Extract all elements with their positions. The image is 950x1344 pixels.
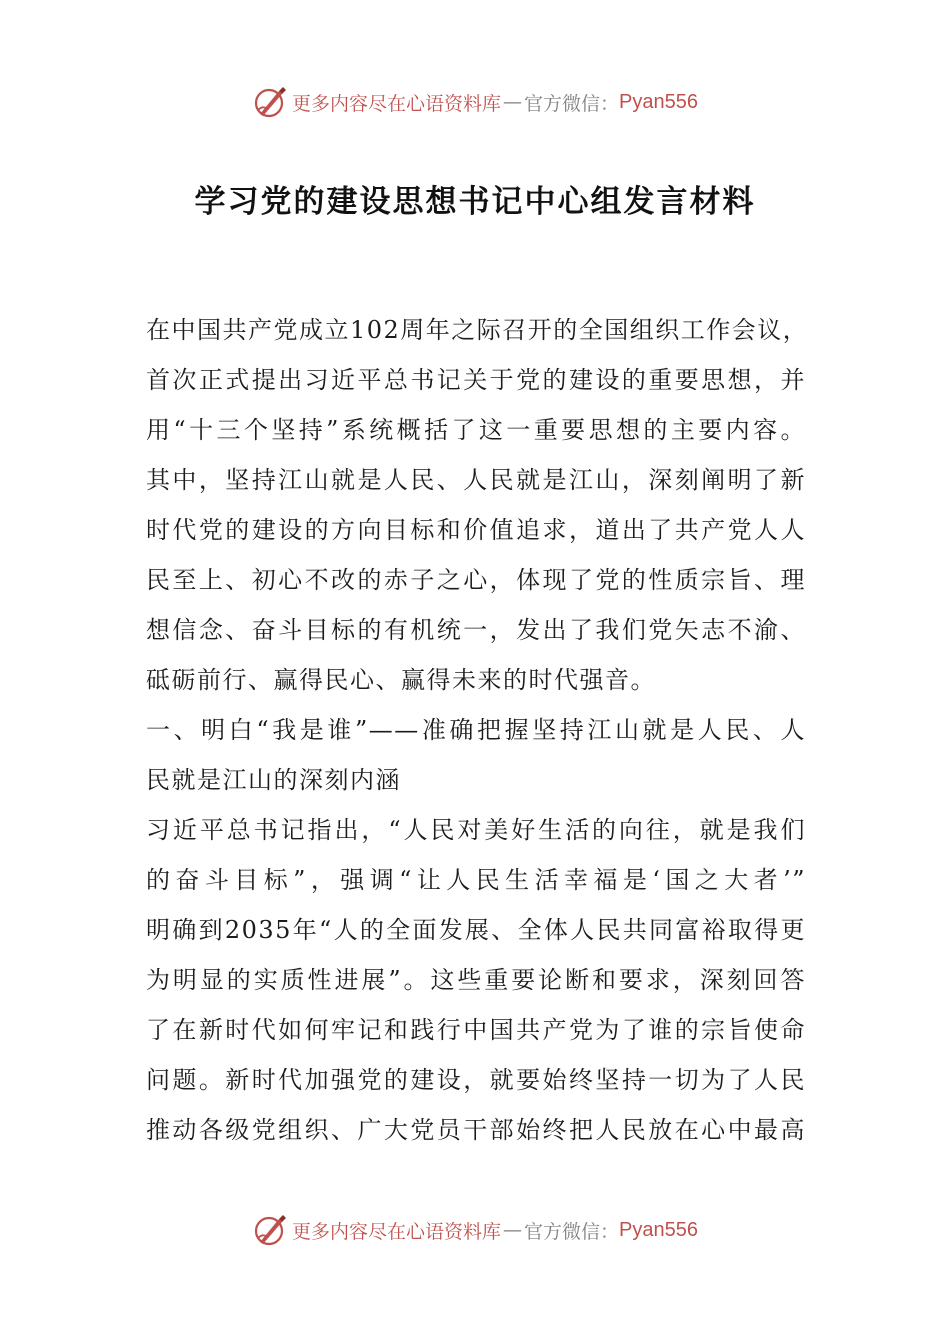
banner-text: 更多内容尽在心语资料库: [292, 1220, 502, 1243]
body-line: 为明显的实质性进展”。这些重要论断和要求，深刻回答: [146, 966, 806, 994]
section-heading-line: 民就是江山的深刻内涵: [146, 766, 401, 794]
banner-wechat-id: Pyan556: [619, 1218, 698, 1241]
banner-text: 更多内容尽在心语资料库: [292, 92, 502, 115]
body-line: 民至上、初心不改的赤子之心，体现了党的性质宗旨、理: [146, 566, 806, 594]
body-line: 其中，坚持江山就是人民、人民就是江山，深刻阐明了新: [146, 466, 806, 494]
body-line: 用“十三个坚持”系统概括了这一重要思想的主要内容。: [146, 416, 806, 444]
banner-wechat-label: 官方微信：: [524, 92, 620, 115]
body-line: 的奋斗目标”，强调“让人民生活幸福是‘国之大者’”: [146, 866, 806, 894]
body-line: 想信念、奋斗目标的有机统一，发出了我们党矢志不渝、: [146, 616, 806, 644]
body-line: 明确到2035年“人的全面发展、全体人民共同富裕取得更: [146, 916, 806, 944]
pen-logo-icon: [252, 84, 288, 120]
body-line: 推动各级党组织、广大党员干部始终把人民放在心中最高: [146, 1116, 806, 1144]
body-line: 砥砺前行、赢得民心、赢得未来的时代强音。: [146, 666, 656, 694]
document-title: 学习党的建设思想书记中心组发言材料: [194, 184, 756, 220]
body-line: 首次正式提出习近平总书记关于党的建设的重要思想，并: [146, 366, 806, 394]
pen-logo-icon: [252, 1212, 288, 1248]
body-line: 在中国共产党成立102周年之际召开的全国组织工作会议，: [146, 316, 809, 344]
footer-banner: [0, 1208, 950, 1252]
body-line: 时代党的建设的方向目标和价值追求，道出了共产党人人: [146, 516, 806, 544]
section-heading-line: 一、明白“我是谁”——准确把握坚持江山就是人民、人: [146, 716, 806, 744]
body-line: 习近平总书记指出，“人民对美好生活的向往，就是我们: [146, 816, 806, 844]
body-line: 问题。新时代加强党的建设，就要始终坚持一切为了人民: [146, 1066, 806, 1094]
document-body: [146, 305, 809, 1155]
banner-dash: —: [503, 1219, 523, 1241]
banner-dash: —: [503, 91, 523, 113]
header-banner: [0, 80, 950, 124]
banner-wechat-id: Pyan556: [619, 90, 698, 113]
banner-wechat-label: 官方微信：: [524, 1220, 620, 1243]
body-line: 了在新时代如何牢记和践行中国共产党为了谁的宗旨使命: [146, 1016, 806, 1044]
